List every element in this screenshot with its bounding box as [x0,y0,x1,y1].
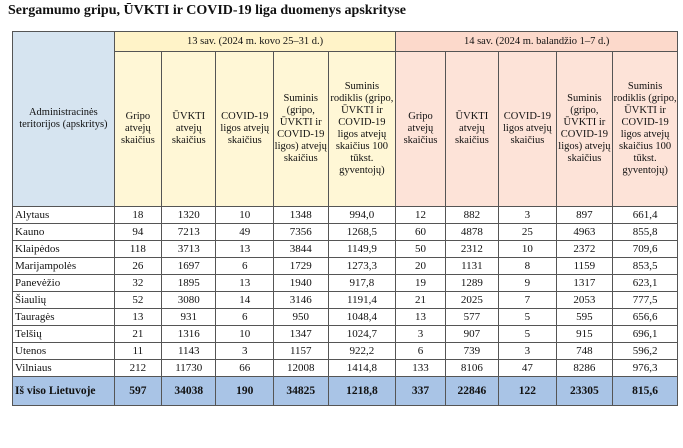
cell-w1-4: 1024,7 [328,326,396,343]
cell-w2-1: 1289 [445,275,498,292]
table-row [13,241,678,258]
table-row [13,309,678,326]
cell-w1-3: 7356 [274,224,328,241]
page-title: Sergamumo gripu, ŪVKTI ir COVID-19 liga duomenys apskrityse [8,3,406,18]
col-flu-w2: Gripo atvejų skaičius [396,52,445,207]
cell-w1-1: 3713 [162,241,216,258]
cell-w2-4: 661,4 [613,207,678,224]
cell-w1-2: 10 [216,326,274,343]
cell-w1-3: 3844 [274,241,328,258]
cell-w2-3: 8286 [556,360,613,377]
table-row [13,224,678,241]
cell-w2-3: 2053 [556,292,613,309]
cell-w1-4: 922,2 [328,343,396,360]
cell-w2-1: 739 [445,343,498,360]
cell-w1-1: 3080 [162,292,216,309]
cell-w1-4: 1273,3 [328,258,396,275]
cell-w2-2: 9 [499,275,557,292]
col-covid-w1: COVID-19 ligos atvejų skaičius [216,52,274,207]
cell-w2-1: 8106 [445,360,498,377]
cell-w2-4: 623,1 [613,275,678,292]
cell-w1-0: 597 [114,377,161,406]
cell-w1-1: 1697 [162,258,216,275]
cell-w2-1: 22846 [445,377,498,406]
cell-w2-2: 3 [499,343,557,360]
cell-w1-1: 11730 [162,360,216,377]
cell-w2-3: 2372 [556,241,613,258]
table-row [13,326,678,343]
cell-w2-3: 1317 [556,275,613,292]
cell-w1-3: 12008 [274,360,328,377]
table-row [13,207,678,224]
cell-w1-0: 32 [114,275,161,292]
cell-w2-2: 3 [499,207,557,224]
cell-w2-3: 1159 [556,258,613,275]
cell-w1-2: 10 [216,207,274,224]
cell-w2-4: 656,6 [613,309,678,326]
cell-w1-0: 13 [114,309,161,326]
cell-w1-4: 1414,8 [328,360,396,377]
cell-w1-3: 1940 [274,275,328,292]
col-rate-w1: Suminis rodiklis (gripo, ŪVKTI ir COVID-19 ligos atvejų skaičius 100 tūkst. gyventojų) [328,52,396,207]
cell-w2-4: 853,5 [613,258,678,275]
cell-w2-4: 696,1 [613,326,678,343]
cell-w2-4: 815,6 [613,377,678,406]
col-sum-w1: Suminis (gripo, ŪVKTI ir COVID-19 ligos) atvejų skaičius [274,52,328,207]
col-rate-w2: Suminis rodiklis (gripo, ŪVKTI ir COVID-19 ligos atvejų skaičius 100 tūkst. gyventojų) [613,52,678,207]
cell-w2-2: 122 [499,377,557,406]
cell-w1-2: 13 [216,241,274,258]
cell-w1-1: 1895 [162,275,216,292]
cell-w1-2: 14 [216,292,274,309]
region-name: Utenos [13,343,115,360]
table-row [13,343,678,360]
cell-w2-0: 50 [396,241,445,258]
table-row [13,258,678,275]
header-admin: Administracinės teritorijos (apskritys) [13,32,115,207]
cell-w2-1: 882 [445,207,498,224]
cell-w1-1: 1143 [162,343,216,360]
cell-w1-1: 34038 [162,377,216,406]
cell-w2-0: 337 [396,377,445,406]
cell-w2-0: 3 [396,326,445,343]
table-row [13,275,678,292]
cell-w1-2: 6 [216,309,274,326]
cell-w1-1: 1320 [162,207,216,224]
cell-w2-3: 897 [556,207,613,224]
cell-w2-0: 6 [396,343,445,360]
cell-w1-4: 1218,8 [328,377,396,406]
table-body [13,207,678,406]
cell-w2-1: 1131 [445,258,498,275]
cell-w2-1: 2025 [445,292,498,309]
region-name: Marijampolės [13,258,115,275]
table-row [13,292,678,309]
cell-w2-0: 133 [396,360,445,377]
region-name: Telšių [13,326,115,343]
cell-w2-4: 596,2 [613,343,678,360]
cell-w2-2: 10 [499,241,557,258]
region-name: Tauragės [13,309,115,326]
cell-w1-3: 1729 [274,258,328,275]
cell-w1-3: 950 [274,309,328,326]
cell-w1-4: 1048,4 [328,309,396,326]
cell-w1-3: 3146 [274,292,328,309]
cell-w1-2: 66 [216,360,274,377]
cell-w1-1: 931 [162,309,216,326]
cell-w1-2: 3 [216,343,274,360]
cell-w2-1: 4878 [445,224,498,241]
total-row [13,377,678,406]
header-week2: 14 sav. (2024 m. balandžio 1–7 d.) [396,32,678,52]
cell-w2-3: 4963 [556,224,613,241]
cell-w1-0: 52 [114,292,161,309]
col-uvkti-w1: ŪVKTI atvejų skaičius [162,52,216,207]
cell-w1-2: 190 [216,377,274,406]
cell-w1-2: 49 [216,224,274,241]
cell-w1-4: 917,8 [328,275,396,292]
header-week1: 13 sav. (2024 m. kovo 25–31 d.) [114,32,396,52]
cell-w2-3: 748 [556,343,613,360]
cell-w1-2: 13 [216,275,274,292]
region-name: Kauno [13,224,115,241]
col-covid-w2: COVID-19 ligos atvejų skaičius [499,52,557,207]
cell-w2-0: 12 [396,207,445,224]
cell-w2-0: 60 [396,224,445,241]
cell-w2-2: 5 [499,326,557,343]
cell-w2-3: 23305 [556,377,613,406]
region-name: Vilniaus [13,360,115,377]
region-name: Klaipėdos [13,241,115,258]
cell-w1-2: 6 [216,258,274,275]
region-name: Iš viso Lietuvoje [13,377,115,406]
data-table [12,31,678,406]
cell-w2-1: 907 [445,326,498,343]
cell-w1-3: 1157 [274,343,328,360]
cell-w1-0: 94 [114,224,161,241]
col-flu-w1: Gripo atvejų skaičius [114,52,161,207]
cell-w1-0: 18 [114,207,161,224]
col-sum-w2: Suminis (gripo, ŪVKTI ir COVID-19 ligos) atvejų skaičius [556,52,613,207]
cell-w1-0: 118 [114,241,161,258]
cell-w2-1: 577 [445,309,498,326]
region-name: Šiaulių [13,292,115,309]
cell-w2-0: 19 [396,275,445,292]
cell-w2-2: 25 [499,224,557,241]
cell-w1-4: 1149,9 [328,241,396,258]
cell-w1-3: 1348 [274,207,328,224]
cell-w1-3: 34825 [274,377,328,406]
cell-w2-0: 20 [396,258,445,275]
cell-w2-2: 8 [499,258,557,275]
cell-w2-2: 47 [499,360,557,377]
cell-w2-3: 915 [556,326,613,343]
cell-w2-0: 21 [396,292,445,309]
cell-w2-2: 7 [499,292,557,309]
cell-w2-4: 855,8 [613,224,678,241]
cell-w1-1: 1316 [162,326,216,343]
cell-w1-1: 7213 [162,224,216,241]
cell-w2-4: 709,6 [613,241,678,258]
cell-w1-0: 26 [114,258,161,275]
cell-w2-3: 595 [556,309,613,326]
cell-w1-4: 1268,5 [328,224,396,241]
cell-w2-1: 2312 [445,241,498,258]
region-name: Panevėžio [13,275,115,292]
cell-w1-4: 994,0 [328,207,396,224]
col-uvkti-w2: ŪVKTI atvejų skaičius [445,52,498,207]
cell-w1-4: 1191,4 [328,292,396,309]
cell-w1-0: 21 [114,326,161,343]
cell-w1-0: 11 [114,343,161,360]
cell-w1-3: 1347 [274,326,328,343]
region-name: Alytaus [13,207,115,224]
table-row [13,360,678,377]
cell-w2-2: 5 [499,309,557,326]
cell-w2-0: 13 [396,309,445,326]
cell-w2-4: 976,3 [613,360,678,377]
cell-w1-0: 212 [114,360,161,377]
cell-w2-4: 777,5 [613,292,678,309]
